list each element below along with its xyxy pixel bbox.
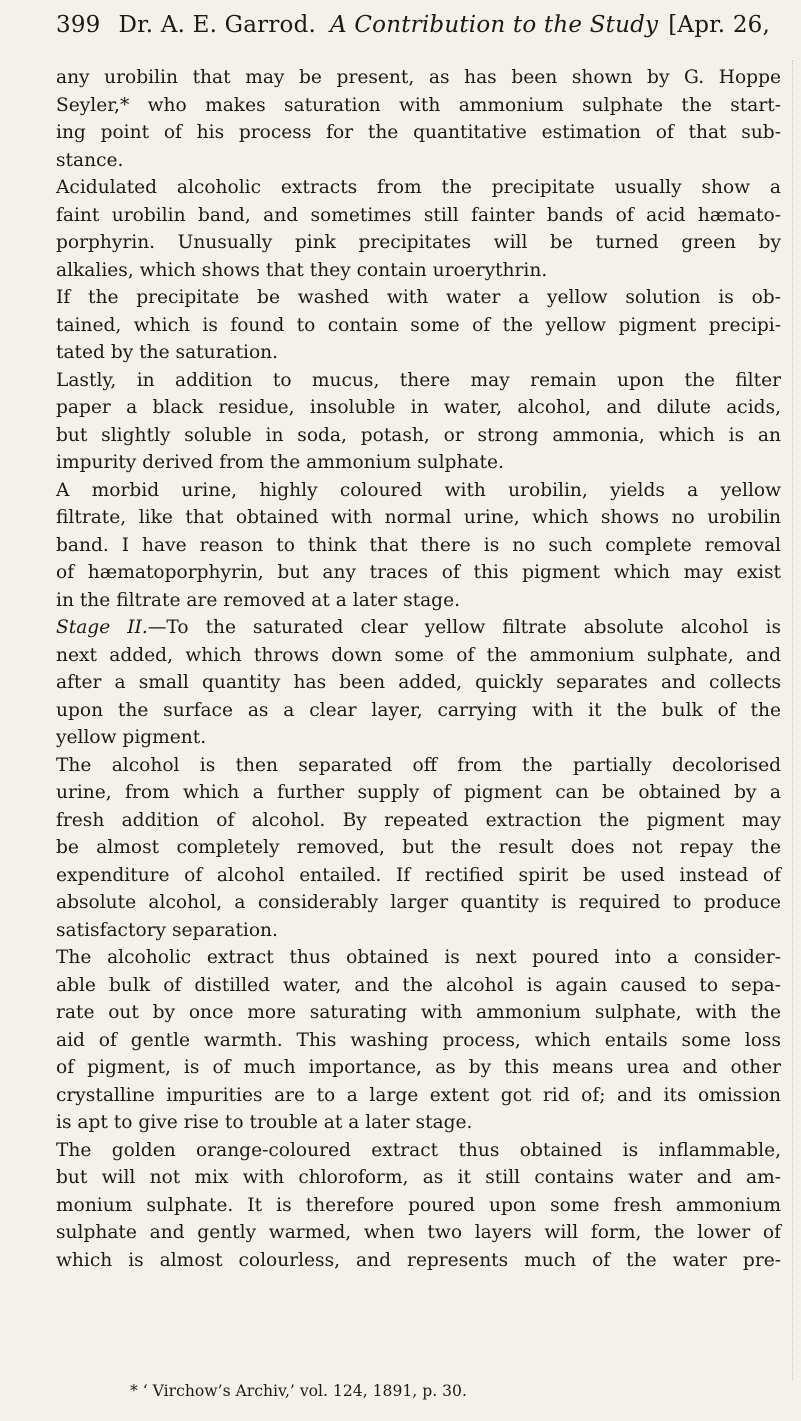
text-line: is apt to give rise to trouble at a later stage. [56, 1112, 473, 1133]
text-line: tated by the saturation. [56, 342, 279, 363]
text-line: crystalline impurities are to a large extent got rid of; and its omission [56, 1084, 781, 1106]
text-line: in the filtrate are removed at a later stage. [56, 589, 460, 611]
text-line: absolute alcohol, a considerably larger quantity is required to produce [56, 892, 781, 913]
text-line: A morbid urine, highly coloured with urobilin, yields a yellow [56, 479, 781, 501]
text-line: paper a black residue, insoluble in water, alcohol, and dilute acids, [56, 397, 781, 418]
text-line: but will not mix with chloroform, as it still contains water and am- [56, 1167, 781, 1188]
text-line: Lastly, in addition to mucus, there may remain upon the filter [56, 369, 781, 391]
text-line: aid of gentle warmth. This washing process, which entails some loss [56, 1029, 781, 1051]
text-line: of hæmatoporphyrin, but any traces of this pigment which may exist [56, 562, 781, 583]
running-header [56, 12, 786, 48]
text-line: upon the surface as a clear layer, carrying with it the bulk of the [56, 699, 781, 721]
text-line: which is almost colourless, and represents much of the water pre- [56, 1249, 781, 1271]
text-line: impurity derived from the ammonium sulphate. [56, 452, 504, 473]
text-line: of pigment, is of much importance, as by this means urea and other [56, 1057, 781, 1078]
text-line: If the precipitate be washed with water a yellow solution is ob- [56, 287, 781, 308]
header-date: [Apr. 26, [668, 12, 770, 38]
text-line: be almost completely removed, but the result does not repay the [56, 837, 781, 858]
text-line: yellow pigment. [56, 727, 207, 748]
page-number: 399 [56, 12, 101, 38]
text-line: monium sulphate. It is therefore poured upon some fresh ammonium [56, 1194, 781, 1216]
text-line: expenditure of alcohol entailed. If rectified spirit be used instead of [56, 864, 781, 886]
text-line: next added, which throws down some of the ammonium sulphate, and [56, 644, 781, 666]
stage-heading: Stage II. [56, 617, 148, 638]
text-line: The alcohol is then separated off from the partially decolorised [56, 754, 781, 776]
text-line: after a small quantity has been added, quickly separates and collects [56, 672, 781, 693]
header-author: Dr. A. E. Garrod. [118, 12, 317, 38]
text-line: The golden orange-coloured extract thus obtained is inflammable, [56, 1139, 781, 1161]
header-title: A Contribution to the Study [330, 12, 659, 38]
text-line-stage-ii: Stage II.—To the saturated clear yellow filtrate absolute alcohol is [56, 617, 781, 638]
text-line: tained, which is found to contain some of the yellow pigment precipi- [56, 314, 781, 336]
text-line: satisfactory separation. [56, 919, 278, 941]
page-edge-divider [788, 60, 793, 1380]
text-line: faint urobilin band, and sometimes still fainter bands of acid hæmato- [56, 204, 781, 226]
footnote: * ‘ Virchow’s Archiv,’ vol. 124, 1891, p. 30. [130, 1382, 467, 1400]
text-line: band. I have reason to think that there is no such complete removal [56, 534, 781, 556]
body-text [56, 64, 781, 1274]
text-line: rate out by once more saturating with ammonium sulphate, with the [56, 1002, 781, 1023]
text-line: Seyler,* who makes saturation with ammonium sulphate the start- [56, 94, 781, 116]
text-line: sulphate and gently warmed, when two layers will form, the lower of [56, 1222, 781, 1243]
text-line: The alcoholic extract thus obtained is next poured into a consider- [56, 947, 781, 968]
text-line: any urobilin that may be present, as has been shown by G. Hoppe [56, 67, 781, 88]
text-line: porphyrin. Unusually pink precipitates will be turned green by [56, 232, 781, 253]
text-line: urine, from which a further supply of pigment can be obtained by a [56, 782, 781, 803]
text-line: fresh addition of alcohol. By repeated extraction the pigment may [56, 809, 781, 831]
text-line: filtrate, like that obtained with normal urine, which shows no urobilin [56, 507, 781, 528]
text-line: alkalies, which shows that they contain uroerythrin. [56, 259, 548, 281]
text-line: able bulk of distilled water, and the alcohol is again caused to sepa- [56, 974, 781, 996]
text-line: but slightly soluble in soda, potash, or strong ammonia, which is an [56, 424, 781, 446]
text-line: stance. [56, 149, 124, 171]
text-line: Acidulated alcoholic extracts from the precipitate usually show a [56, 177, 781, 198]
text-line: ing point of his process for the quantitative estimation of that sub- [56, 122, 781, 143]
